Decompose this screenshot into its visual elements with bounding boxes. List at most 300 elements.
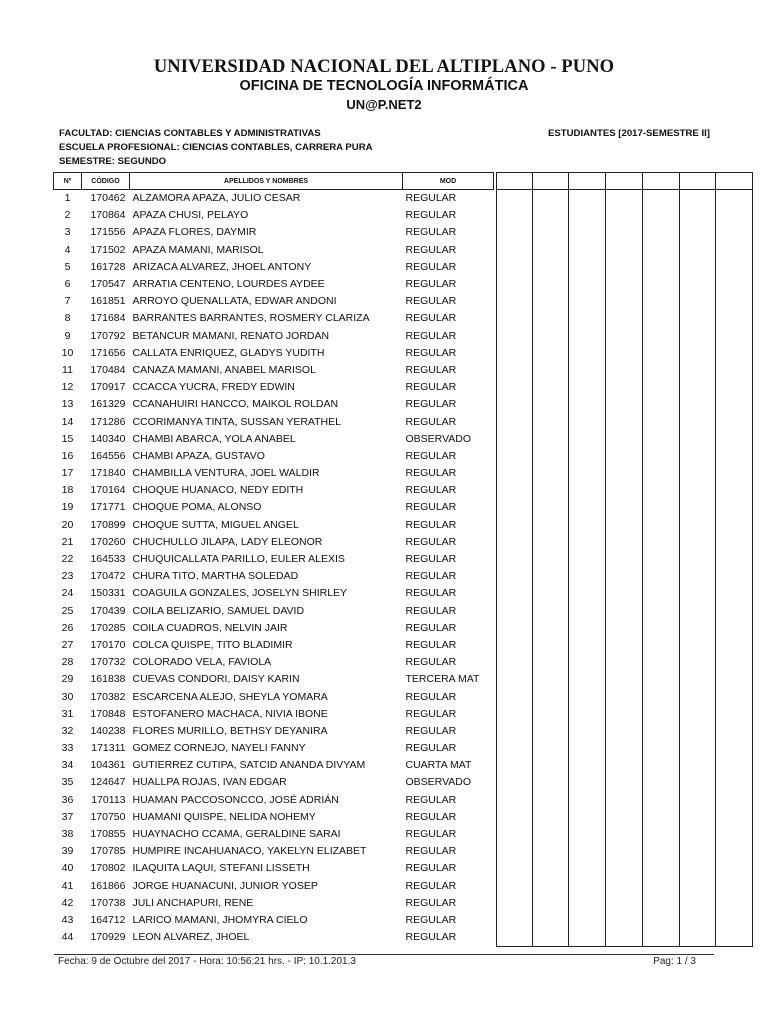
grade-cell xyxy=(569,224,606,241)
grade-cell xyxy=(606,654,643,671)
grade-cell xyxy=(533,895,569,912)
grade-cell xyxy=(606,551,643,568)
student-name: CHOQUE POMA, ALONSO xyxy=(132,501,262,514)
grade-cell xyxy=(643,929,680,947)
grade-cell xyxy=(569,207,606,224)
grade-cell xyxy=(716,929,753,947)
col-name-header: APELLIDOS Y NOMBRES xyxy=(130,173,403,190)
row-number: 35 xyxy=(61,776,74,789)
enrollment-mode: REGULAR xyxy=(405,638,457,651)
grade-cell xyxy=(533,482,569,499)
grade-cell xyxy=(569,912,606,929)
grade-cell xyxy=(533,190,569,208)
col-mod-header: MOD xyxy=(403,173,494,190)
student-name: COAGUILA GONZALES, JOSELYN SHIRLEY xyxy=(132,587,348,600)
student-code: 164712 xyxy=(90,913,126,926)
row-number: 43 xyxy=(61,913,74,926)
grade-cell xyxy=(497,276,533,293)
grade-cell xyxy=(533,224,569,241)
grade-cell xyxy=(569,809,606,826)
grade-cell xyxy=(606,792,643,809)
grade-cell xyxy=(497,190,533,208)
row-number: 27 xyxy=(61,638,74,651)
student-code: 170260 xyxy=(90,535,126,548)
enrollment-mode: TERCERA MAT xyxy=(405,673,480,686)
grade-cell xyxy=(533,585,569,602)
grade-cell xyxy=(569,895,606,912)
grade-cell xyxy=(606,585,643,602)
row-number: 25 xyxy=(61,604,74,617)
grade-cell xyxy=(716,740,753,757)
enrollment-mode: REGULAR xyxy=(405,742,457,755)
student-name: COILA CUADROS, NELVIN JAIR xyxy=(132,621,288,634)
grade-cell xyxy=(643,878,680,895)
grade-cell xyxy=(606,207,643,224)
row-number: 1 xyxy=(64,192,71,205)
enrollment-mode: REGULAR xyxy=(405,862,457,875)
table-row xyxy=(54,328,753,345)
grade-cell xyxy=(533,362,569,379)
grade-cell xyxy=(533,637,569,654)
student-code: 161838 xyxy=(90,673,126,686)
grade-cell xyxy=(716,792,753,809)
student-code: 170113 xyxy=(91,793,126,806)
grade-cell xyxy=(680,774,716,791)
grade-cell xyxy=(606,448,643,465)
row-number: 5 xyxy=(64,260,71,273)
grade-cell xyxy=(606,345,643,362)
enrollment-mode: REGULAR xyxy=(405,724,457,737)
grade-cell xyxy=(680,190,716,208)
student-name: ARRATIA CENTENO, LOURDES AYDEE xyxy=(132,278,325,291)
grade-cell xyxy=(569,878,606,895)
student-name: CHAMBI ABARCA, YOLA ANABEL xyxy=(132,432,296,445)
table-row xyxy=(54,740,753,757)
student-table xyxy=(53,172,753,947)
table-row xyxy=(54,706,753,723)
col-code-header: CÓDIGO xyxy=(82,173,130,190)
grade-cell xyxy=(569,293,606,310)
grade-cell xyxy=(606,740,643,757)
grade-cell xyxy=(497,465,533,482)
grade-cell xyxy=(497,688,533,705)
table-row xyxy=(54,517,753,534)
grade-cell xyxy=(569,396,606,413)
grade-cell xyxy=(569,929,606,947)
enrollment-mode: REGULAR xyxy=(405,793,457,806)
grade-cell xyxy=(606,912,643,929)
table-row xyxy=(54,826,753,843)
student-code: 161851 xyxy=(90,295,126,308)
table-row xyxy=(54,224,753,241)
student-code: 124647 xyxy=(90,776,126,789)
grade-cell xyxy=(497,912,533,929)
grade-cell xyxy=(716,757,753,774)
grade-cell xyxy=(606,431,643,448)
enrollment-mode: REGULAR xyxy=(405,363,457,376)
grade-cell xyxy=(680,723,716,740)
table-row xyxy=(54,929,753,947)
student-code: 170899 xyxy=(90,518,126,531)
grade-cell xyxy=(643,517,680,534)
grade-cell xyxy=(643,465,680,482)
grade-cell xyxy=(606,310,643,327)
grade-cell xyxy=(569,310,606,327)
grade-cell xyxy=(680,259,716,276)
grade-cell xyxy=(716,620,753,637)
grade-cell xyxy=(716,860,753,877)
grade-cell xyxy=(716,688,753,705)
grade-cell xyxy=(606,328,643,345)
grade-cell xyxy=(606,706,643,723)
grade-cell xyxy=(680,688,716,705)
grade-cell xyxy=(497,328,533,345)
student-code: 171556 xyxy=(90,226,126,239)
semester-label: SEMESTRE: SEGUNDO xyxy=(59,156,167,167)
grade-cell xyxy=(497,207,533,224)
grade-cell xyxy=(497,362,533,379)
grade-cell xyxy=(606,878,643,895)
grade-cell xyxy=(606,757,643,774)
grade-cell xyxy=(569,482,606,499)
enrollment-mode: REGULAR xyxy=(405,226,457,239)
grade-cell xyxy=(533,912,569,929)
student-name: HUAMAN PACCOSONCCO, JOSÉ ADRIÁN xyxy=(132,793,339,806)
student-code: 170285 xyxy=(90,621,126,634)
grade-cell xyxy=(533,534,569,551)
grade-col-header xyxy=(497,173,533,190)
grade-cell xyxy=(497,860,533,877)
grade-cell xyxy=(497,929,533,947)
grade-cell xyxy=(716,551,753,568)
grade-cell xyxy=(680,551,716,568)
grade-cell xyxy=(716,224,753,241)
grade-cell xyxy=(569,568,606,585)
grade-cell xyxy=(643,431,680,448)
grade-cell xyxy=(497,620,533,637)
row-number: 11 xyxy=(62,363,73,376)
grade-col-header xyxy=(716,173,753,190)
table-row xyxy=(54,654,753,671)
enrollment-mode: REGULAR xyxy=(405,260,457,273)
grade-col-header xyxy=(606,173,643,190)
student-code: 171502 xyxy=(90,243,126,256)
grade-cell xyxy=(533,242,569,259)
grade-cell xyxy=(680,706,716,723)
grade-cell xyxy=(606,362,643,379)
grade-cell xyxy=(716,706,753,723)
grade-cell xyxy=(716,259,753,276)
table-row xyxy=(54,379,753,396)
student-code: 170738 xyxy=(90,896,126,909)
grade-cell xyxy=(606,259,643,276)
student-code: 171771 xyxy=(90,501,126,514)
student-rows xyxy=(54,190,753,947)
table-row xyxy=(54,774,753,791)
grade-cell xyxy=(569,379,606,396)
student-name: CCORIMANYA TINTA, SUSSAN YERATHEL xyxy=(132,415,341,428)
grade-cell xyxy=(497,293,533,310)
grade-cell xyxy=(680,620,716,637)
grade-cell xyxy=(533,379,569,396)
student-name: COILA BELIZARIO, SAMUEL DAVID xyxy=(132,604,305,617)
grade-cell xyxy=(680,826,716,843)
grade-cell xyxy=(569,362,606,379)
table-row xyxy=(54,723,753,740)
student-name: COLCA QUISPE, TITO BLADIMIR xyxy=(132,638,293,651)
student-name: ESCARCENA ALEJO, SHEYLA YOMARA xyxy=(132,690,328,703)
table-row xyxy=(54,310,753,327)
enrollment-mode: REGULAR xyxy=(405,810,457,823)
grade-cell xyxy=(533,328,569,345)
grade-cell xyxy=(716,328,753,345)
grade-cell xyxy=(606,603,643,620)
table-row xyxy=(54,276,753,293)
student-code: 164556 xyxy=(90,449,126,462)
student-code: 150331 xyxy=(90,587,126,600)
grade-cell xyxy=(533,792,569,809)
table-row xyxy=(54,207,753,224)
grade-cell xyxy=(606,396,643,413)
grade-cell xyxy=(606,723,643,740)
row-number: 18 xyxy=(61,484,74,497)
grade-cell xyxy=(533,413,569,430)
grade-cell xyxy=(497,568,533,585)
grade-cell xyxy=(680,671,716,688)
student-code: 164533 xyxy=(90,553,126,566)
grade-cell xyxy=(497,413,533,430)
row-number: 37 xyxy=(61,810,74,823)
grade-cell xyxy=(716,809,753,826)
student-name: GOMEZ CORNEJO, NAYELI FANNY xyxy=(132,742,306,755)
student-name: CCANAHUIRI HANCCO, MAIKOL ROLDAN xyxy=(132,398,339,411)
grade-cell xyxy=(497,310,533,327)
grade-cell xyxy=(497,534,533,551)
grade-cell xyxy=(569,843,606,860)
grade-cell xyxy=(533,757,569,774)
grade-cell xyxy=(643,362,680,379)
student-name: BETANCUR MAMANI, RENATO JORDAN xyxy=(132,329,330,342)
grade-cell xyxy=(643,345,680,362)
grade-cell xyxy=(716,671,753,688)
enrollment-mode: REGULAR xyxy=(405,621,457,634)
footer-rule xyxy=(54,954,714,955)
grade-cell xyxy=(606,379,643,396)
grade-cell xyxy=(497,637,533,654)
table-header-row xyxy=(54,173,753,190)
grade-cell xyxy=(497,895,533,912)
student-code: 171656 xyxy=(90,346,126,359)
row-number: 29 xyxy=(61,673,74,686)
grade-cell xyxy=(643,809,680,826)
enrollment-mode: REGULAR xyxy=(405,295,457,308)
grade-cell xyxy=(497,551,533,568)
grade-cell xyxy=(680,431,716,448)
grade-cell xyxy=(497,585,533,602)
student-name: ARIZACA ALVAREZ, JHOEL ANTONY xyxy=(132,260,312,273)
grade-cell xyxy=(533,207,569,224)
table-row xyxy=(54,809,753,826)
grade-cell xyxy=(643,740,680,757)
row-number: 6 xyxy=(64,278,71,291)
grade-cell xyxy=(533,603,569,620)
grade-cell xyxy=(533,826,569,843)
enrollment-mode: REGULAR xyxy=(405,346,457,359)
student-name: ARROYO QUENALLATA, EDWAR ANDONI xyxy=(132,295,337,308)
student-name: LARICO MAMANI, JHOMYRA CIELO xyxy=(132,913,308,926)
grade-cell xyxy=(606,637,643,654)
grade-cell xyxy=(606,843,643,860)
grade-cell xyxy=(497,671,533,688)
student-name: CANAZA MAMANI, ANABEL MARISOL xyxy=(132,363,316,376)
table-row xyxy=(54,465,753,482)
row-number: 21 xyxy=(61,535,74,548)
table-row xyxy=(54,345,753,362)
table-row xyxy=(54,637,753,654)
row-number: 34 xyxy=(61,759,74,772)
student-name: BARRANTES BARRANTES, ROSMERY CLARIZA xyxy=(132,312,370,325)
table-row xyxy=(54,534,753,551)
student-name: CHUCHULLO JILAPA, LADY ELEONOR xyxy=(132,535,323,548)
student-name: FLORES MURILLO, BETHSY DEYANIRA xyxy=(132,724,328,737)
student-code: 170785 xyxy=(90,845,126,858)
grade-cell xyxy=(533,293,569,310)
row-number: 8 xyxy=(64,312,71,325)
school-label: ESCUELA PROFESIONAL: CIENCIAS CONTABLES, CARRERA PURA xyxy=(59,142,373,153)
grade-cell xyxy=(680,465,716,482)
page-number: Pag: 1 / 3 xyxy=(653,956,696,967)
office-title: OFICINA DE TECNOLOGÍA INFORMÁTICA xyxy=(239,78,529,94)
grade-cell xyxy=(716,379,753,396)
grade-cell xyxy=(716,448,753,465)
row-number: 17 xyxy=(61,467,74,480)
grade-cell xyxy=(680,860,716,877)
row-number: 28 xyxy=(61,656,74,669)
table-row xyxy=(54,843,753,860)
grade-cell xyxy=(716,276,753,293)
grade-cell xyxy=(680,224,716,241)
enrollment-mode: REGULAR xyxy=(405,449,457,462)
grade-cell xyxy=(680,413,716,430)
grade-cell xyxy=(643,826,680,843)
grade-cell xyxy=(680,878,716,895)
enrollment-mode: CUARTA MAT xyxy=(405,759,472,772)
grade-cell xyxy=(533,740,569,757)
grade-cell xyxy=(606,809,643,826)
enrollment-mode: REGULAR xyxy=(405,243,457,256)
grade-cell xyxy=(643,242,680,259)
table-row xyxy=(54,585,753,602)
grade-cell xyxy=(569,328,606,345)
grade-cell xyxy=(680,448,716,465)
student-code: 170547 xyxy=(90,278,126,291)
student-name: CHOQUE SUTTA, MIGUEL ANGEL xyxy=(132,518,299,531)
grade-cell xyxy=(569,620,606,637)
student-code: 170164 xyxy=(90,484,126,497)
student-name: COLORADO VELA, FAVIOLA xyxy=(132,656,272,669)
grade-cell xyxy=(497,431,533,448)
grade-cell xyxy=(497,774,533,791)
grade-cell xyxy=(533,551,569,568)
grade-cell xyxy=(716,293,753,310)
grade-cell xyxy=(569,465,606,482)
grade-cell xyxy=(643,895,680,912)
row-number: 3 xyxy=(64,226,71,239)
grade-cell xyxy=(533,568,569,585)
grade-cell xyxy=(643,413,680,430)
grade-cell xyxy=(643,448,680,465)
grade-cell xyxy=(716,517,753,534)
grade-cell xyxy=(533,465,569,482)
student-name: APAZA CHUSI, PELAYO xyxy=(132,209,249,222)
grade-cell xyxy=(643,792,680,809)
enrollment-mode: REGULAR xyxy=(405,398,457,411)
grade-cell xyxy=(533,620,569,637)
system-title: UN@P.NET2 xyxy=(346,97,422,112)
row-number: 7 xyxy=(64,295,71,308)
grade-cell xyxy=(569,534,606,551)
student-code: 171286 xyxy=(90,415,126,428)
student-name: APAZA FLORES, DAYMIR xyxy=(132,226,257,239)
grade-cell xyxy=(680,345,716,362)
enrollment-mode: REGULAR xyxy=(405,913,457,926)
student-code: 170439 xyxy=(90,604,126,617)
grade-cell xyxy=(606,276,643,293)
student-code: 170917 xyxy=(90,381,126,394)
grade-cell xyxy=(497,379,533,396)
grade-cell xyxy=(643,190,680,208)
enrollment-mode: REGULAR xyxy=(405,931,457,944)
grade-cell xyxy=(643,757,680,774)
grade-col-header xyxy=(569,173,606,190)
student-code: 170462 xyxy=(90,192,126,205)
grade-cell xyxy=(533,843,569,860)
enrollment-mode: REGULAR xyxy=(405,484,457,497)
grade-cell xyxy=(569,413,606,430)
student-code: 170855 xyxy=(90,828,126,841)
grade-cell xyxy=(716,362,753,379)
grade-cell xyxy=(497,843,533,860)
table-row xyxy=(54,242,753,259)
student-name: CUEVAS CONDORI, DAISY KARIN xyxy=(132,673,300,686)
enrollment-mode: REGULAR xyxy=(405,879,457,892)
grade-cell xyxy=(497,224,533,241)
grade-cell xyxy=(716,482,753,499)
grade-cell xyxy=(716,396,753,413)
grade-cell xyxy=(643,224,680,241)
student-code: 140340 xyxy=(90,432,126,445)
student-code: 170864 xyxy=(90,209,126,222)
grade-cell xyxy=(643,637,680,654)
table-row xyxy=(54,482,753,499)
grade-cell xyxy=(680,310,716,327)
row-number: 4 xyxy=(64,243,71,256)
grade-cell xyxy=(569,345,606,362)
grade-cell xyxy=(569,774,606,791)
grade-cell xyxy=(497,259,533,276)
grade-cell xyxy=(606,671,643,688)
grade-cell xyxy=(533,671,569,688)
grade-cell xyxy=(497,603,533,620)
enrollment-mode: REGULAR xyxy=(405,656,457,669)
enrollment-mode: REGULAR xyxy=(405,707,457,720)
grade-cell xyxy=(533,654,569,671)
student-code: 170802 xyxy=(90,862,126,875)
grade-cell xyxy=(643,620,680,637)
grade-cell xyxy=(680,757,716,774)
grade-cell xyxy=(606,620,643,637)
grade-cell xyxy=(533,310,569,327)
